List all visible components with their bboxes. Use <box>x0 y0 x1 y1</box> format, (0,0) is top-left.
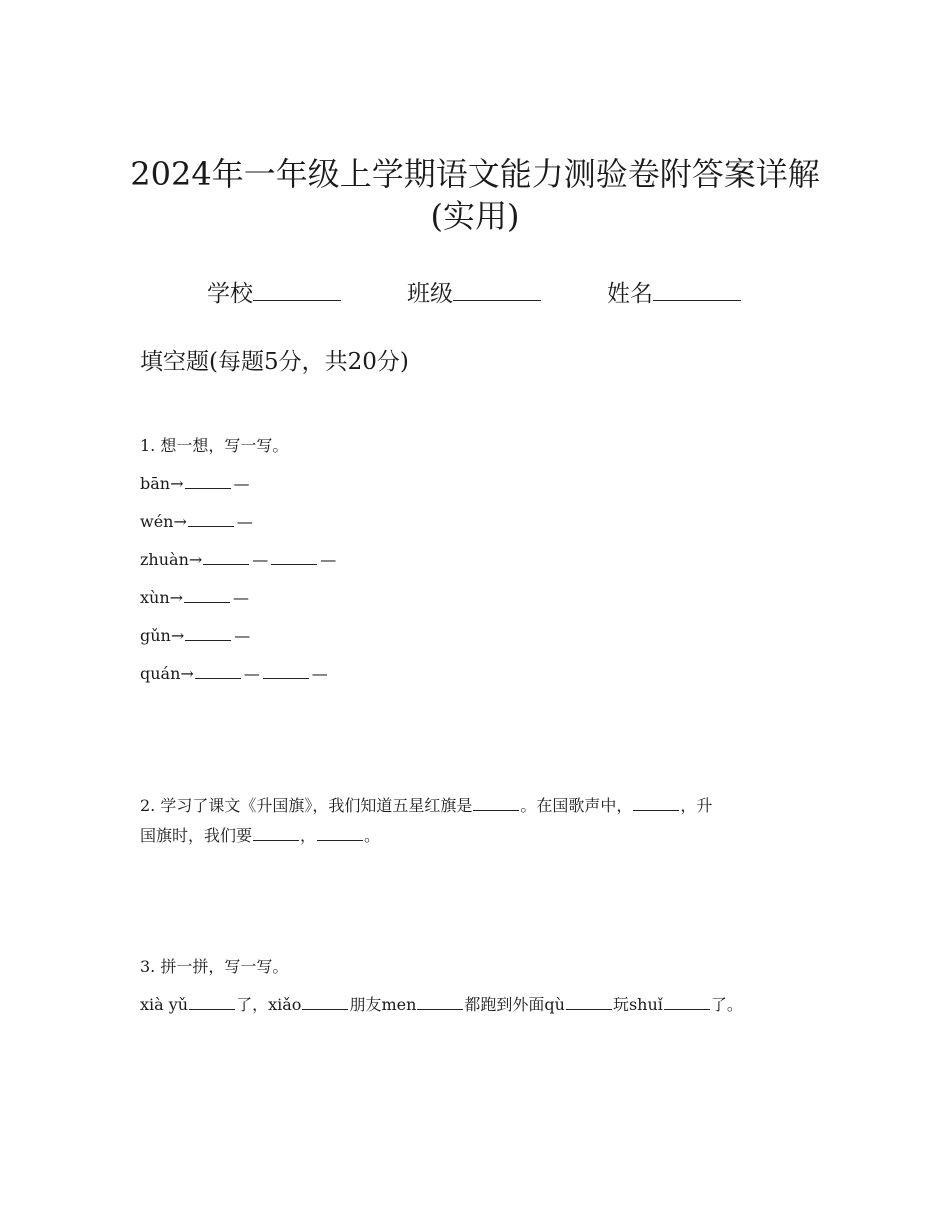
q1-row-5 <box>140 624 252 648</box>
class-field <box>407 275 541 308</box>
answer-blank[interactable] <box>185 472 231 489</box>
school-field <box>207 275 341 308</box>
pinyin-label: bān→ <box>140 474 184 493</box>
q2-text: ，升 <box>680 796 713 815</box>
answer-blank[interactable] <box>185 624 231 641</box>
q2-text: 2. 学习了课文《升国旗》，我们知道五星红旗是 <box>140 796 473 815</box>
answer-blank[interactable] <box>417 993 463 1010</box>
answer-blank[interactable] <box>271 548 317 565</box>
section-heading: 填空题(每题5分，共20分) <box>140 349 409 375</box>
dash: — <box>234 626 251 645</box>
question-2 <box>140 791 810 851</box>
pinyin-label: zhuàn→ <box>140 550 203 569</box>
dash: — <box>236 512 253 531</box>
name-field <box>607 275 741 308</box>
q1-row-1 <box>140 472 252 496</box>
name-blank[interactable] <box>653 278 741 301</box>
name-label: 姓名 <box>607 281 653 307</box>
answer-blank[interactable] <box>566 993 612 1010</box>
dash: — <box>311 664 328 683</box>
answer-blank[interactable] <box>188 510 234 527</box>
q1-row-6 <box>140 662 330 686</box>
answer-blank[interactable] <box>203 548 249 565</box>
q3-text: 都跑到外面qù <box>464 995 565 1014</box>
page-title: 2024年一年级上学期语文能力测验卷附答案详解 <box>130 155 820 193</box>
q3-text: 玩shuǐ <box>612 995 663 1014</box>
dash: — <box>233 474 250 493</box>
student-info <box>0 275 950 311</box>
question-3-line <box>140 992 743 1016</box>
q1-row-4 <box>140 586 251 610</box>
question-1-prompt: 1. 想一想，写一写。 <box>140 436 289 455</box>
answer-blank[interactable] <box>664 993 710 1010</box>
answer-blank[interactable] <box>473 794 519 811</box>
answer-blank[interactable] <box>302 993 348 1010</box>
dash: — <box>243 664 260 683</box>
dash: — <box>233 588 250 607</box>
q2-text: 国旗时，我们要 <box>140 826 253 845</box>
answer-blank[interactable] <box>633 794 679 811</box>
answer-blank[interactable] <box>263 662 309 679</box>
answer-blank[interactable] <box>189 993 235 1010</box>
answer-blank[interactable] <box>317 824 363 841</box>
answer-blank[interactable] <box>253 824 299 841</box>
q3-text: xià yǔ <box>140 995 189 1014</box>
question-3-prompt: 3. 拼一拼，写一写。 <box>140 957 289 976</box>
class-blank[interactable] <box>453 278 541 301</box>
answer-blank[interactable] <box>184 586 230 603</box>
pinyin-label: xùn→ <box>140 588 184 607</box>
dash: — <box>252 550 269 569</box>
page-subtitle: (实用) <box>430 197 520 235</box>
school-label: 学校 <box>207 281 253 307</box>
q1-row-3 <box>140 548 338 572</box>
school-blank[interactable] <box>253 278 341 301</box>
dash: — <box>320 550 337 569</box>
q3-text: 了，xiǎo <box>236 995 302 1014</box>
q2-text: ， <box>300 826 317 845</box>
q2-text: 。在国歌声中， <box>520 796 633 815</box>
pinyin-label: quán→ <box>140 664 194 683</box>
pinyin-label: wén→ <box>140 512 187 531</box>
q3-text: 了。 <box>710 995 743 1014</box>
pinyin-label: gǔn→ <box>140 626 185 645</box>
q3-text: 朋友men <box>349 995 417 1014</box>
class-label: 班级 <box>407 281 453 307</box>
answer-blank[interactable] <box>195 662 241 679</box>
q2-text: 。 <box>364 826 381 845</box>
q1-row-2 <box>140 510 255 534</box>
